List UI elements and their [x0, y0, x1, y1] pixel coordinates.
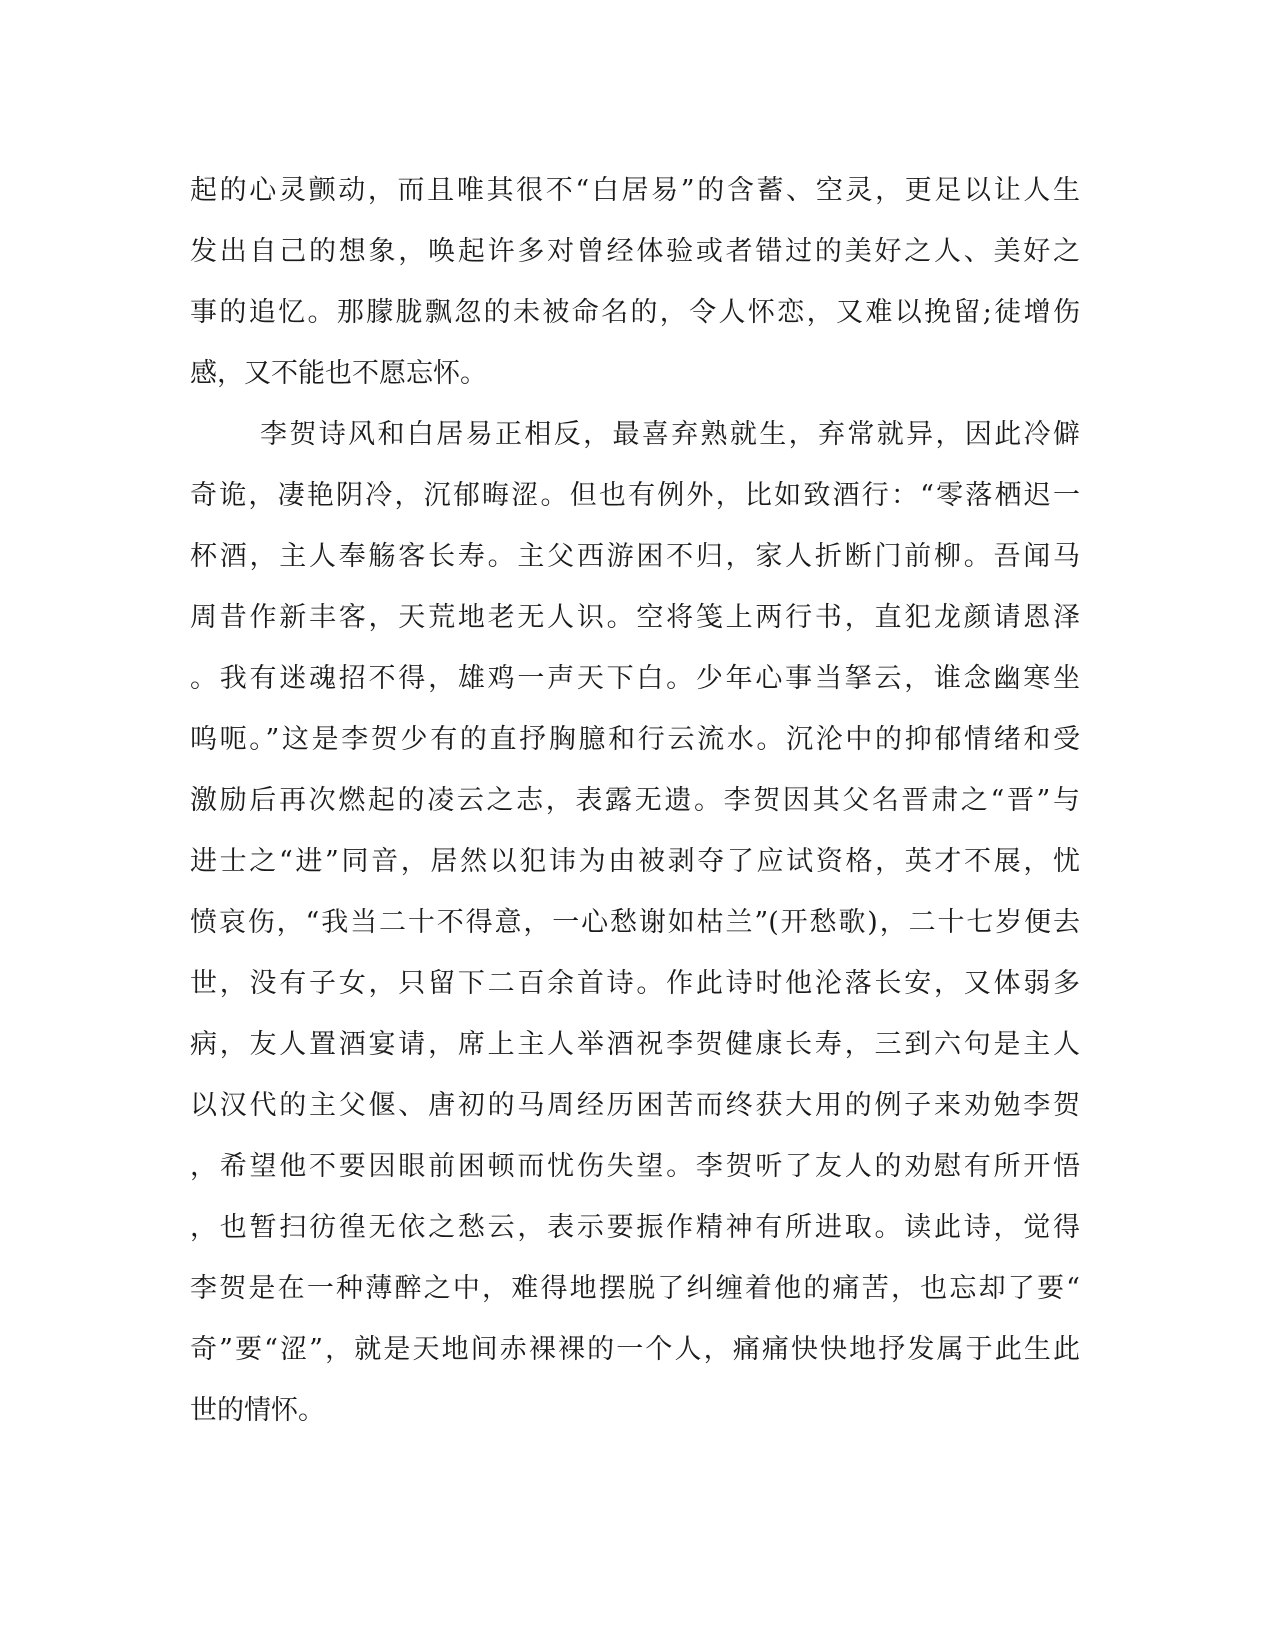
paragraph-2-line: 呜呃。”这是李贺少有的直抒胸臆和行云流水。沉沦中的抑郁情绪和受 — [190, 724, 1080, 755]
paragraph-2-line: 世，没有子女，只留下二百余首诗。作此诗时他沦落长安，又体弱多 — [190, 968, 1080, 999]
paragraph-2-line: 李贺诗风和白居易正相反，最喜弃熟就生，弃常就异，因此冷僻 — [260, 419, 1080, 450]
paragraph-2-line: 。我有迷魂招不得，雄鸡一声天下白。少年心事当拏云，谁念幽寒坐 — [190, 663, 1080, 694]
document-body — [190, 160, 1080, 1441]
paragraph-2-line: 杯酒，主人奉觞客长寿。主父西游困不归，家人折断门前柳。吾闻马 — [190, 541, 1080, 572]
paragraph-2-line: ，希望他不要因眼前困顿而忧伤失望。李贺听了友人的劝慰有所开悟 — [190, 1151, 1080, 1182]
paragraph-1-line: 感，又不能也不愿忘怀。 — [190, 358, 487, 389]
paragraph-2-line: ，也暂扫彷徨无依之愁云，表示要振作精神有所进取。读此诗，觉得 — [190, 1212, 1080, 1243]
paragraph-2-line: 进士之“进”同音，居然以犯讳为由被剥夺了应试资格，英才不展，忧 — [190, 846, 1080, 877]
paragraph-2-line: 李贺是在一种薄醉之中，难得地摆脱了纠缠着他的痛苦，也忘却了要“ — [190, 1273, 1080, 1304]
paragraph-2-line: 周昔作新丰客，天荒地老无人识。空将笺上两行书，直犯龙颜请恩泽 — [190, 602, 1080, 633]
paragraph-2-line: 激励后再次燃起的凌云之志，表露无遗。李贺因其父名晋肃之“晋”与 — [190, 785, 1080, 816]
paragraph-2 — [190, 404, 1080, 1441]
paragraph-2-line: 世的情怀。 — [190, 1395, 325, 1426]
paragraph-2-line: 奇诡，凄艳阴冷，沉郁晦涩。但也有例外，比如致酒行：“零落栖迟一 — [190, 480, 1080, 511]
paragraph-1-line: 事的追忆。那朦胧飘忽的未被命名的，令人怀恋，又难以挽留;徒增伤 — [190, 297, 1080, 328]
paragraph-2-line: 病，友人置酒宴请，席上主人举酒祝李贺健康长寿，三到六句是主人 — [190, 1029, 1080, 1060]
paragraph-2-line: 奇”要“涩”，就是天地间赤裸裸的一个人，痛痛快快地抒发属于此生此 — [190, 1334, 1080, 1365]
paragraph-2-line: 以汉代的主父偃、唐初的马周经历困苦而终获大用的例子来劝勉李贺 — [190, 1090, 1080, 1121]
paragraph-2-line: 愤哀伤，“我当二十不得意，一心愁谢如枯兰”(开愁歌)，二十七岁便去 — [190, 907, 1080, 938]
paragraph-1-line: 发出自己的想象，唤起许多对曾经体验或者错过的美好之人、美好之 — [190, 236, 1080, 267]
paragraph-1 — [190, 160, 1080, 404]
paragraph-1-line: 起的心灵颤动，而且唯其很不“白居易”的含蓄、空灵，更足以让人生 — [190, 175, 1080, 206]
